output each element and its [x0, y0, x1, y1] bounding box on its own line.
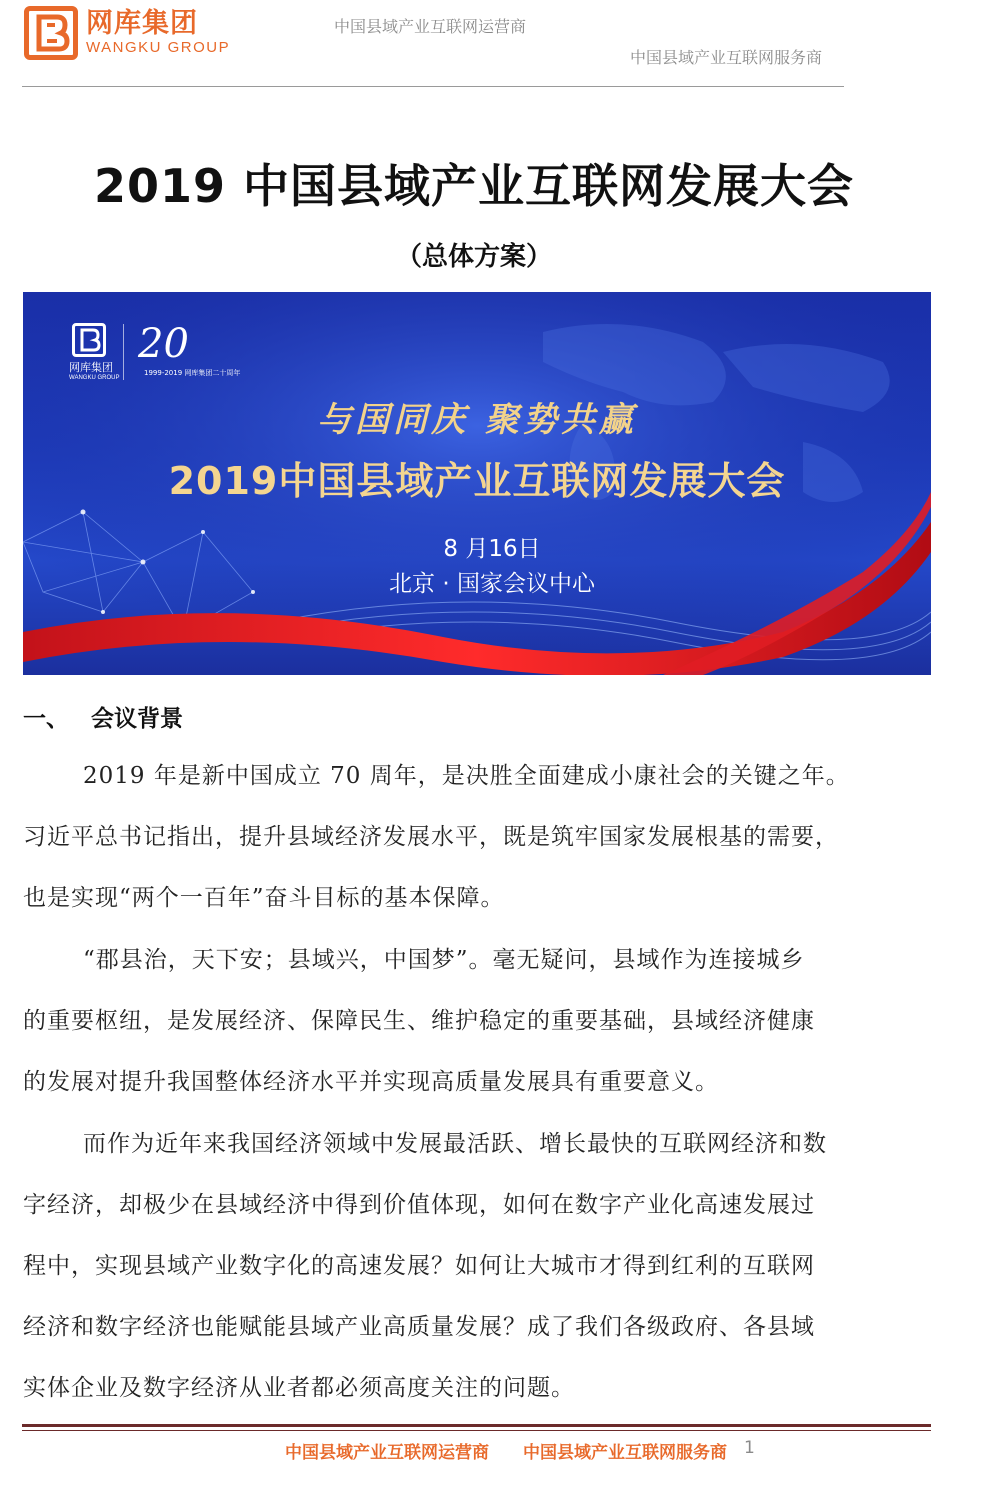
paragraph-line: 2019 年是新中国成立 70 周年，是决胜全面建成小康社会的关键之年。 — [83, 763, 850, 789]
header-tagline-operator: 中国县域产业互联网运营商 — [334, 17, 527, 36]
anniversary-mark — [138, 322, 248, 382]
page-number: 1 — [744, 1438, 755, 1458]
paragraph-1 — [23, 746, 931, 929]
section-heading — [23, 700, 183, 733]
wangku-logo-icon — [24, 6, 78, 60]
logo-name-en: WANGKU GROUP — [86, 39, 231, 56]
paragraph-line: 的重要枢纽，是发展经济、保障民生、维护稳定的重要基础，县域经济健康 — [23, 1008, 815, 1034]
paragraph-line: 习近平总书记指出，提升县域经济发展水平，既是筑牢国家发展根基的需要， — [23, 824, 839, 850]
anniversary-number: 20 — [138, 321, 189, 367]
page-header — [0, 0, 1000, 92]
paragraph-2 — [23, 930, 931, 1113]
section-number: 一、 — [23, 705, 69, 732]
banner-logo-divider — [123, 324, 124, 380]
footer-tagline-operator: 中国县域产业互联网运营商 — [285, 1443, 489, 1463]
section-title: 会议背景 — [91, 705, 183, 732]
document-title: 2019 中国县域产业互联网发展大会 — [93, 159, 855, 213]
banner-venue: 北京 · 国家会议中心 — [389, 571, 595, 597]
header-tagline-service: 中国县域产业互联网服务商 — [630, 48, 823, 67]
conference-banner — [23, 292, 931, 675]
banner-slogan: 与国同庆 聚势共赢 — [317, 400, 637, 440]
document-subtitle: （总体方案） — [395, 242, 552, 272]
logo-name-cn: 网库集团 — [86, 8, 198, 39]
banner-wangku-icon — [72, 323, 106, 357]
banner-logo-group — [69, 322, 248, 382]
paragraph-line: “郡县治，天下安；县域兴，中国梦”。毫无疑问，县域作为连接城乡 — [83, 947, 805, 973]
paragraph-line: 也是实现“两个一百年”奋斗目标的基本保障。 — [23, 885, 505, 911]
footer-divider-thin — [22, 1430, 931, 1431]
anniversary-caption: 1999-2019 网库集团二十周年 — [144, 369, 241, 377]
footer-divider-thick — [22, 1424, 931, 1427]
banner-date: 8 月16日 — [443, 536, 541, 562]
banner-logo-name-cn: 网库集团 — [69, 361, 113, 374]
paragraph-line: 而作为近年来我国经济领域中发展最活跃、增长最快的互联网经济和数 — [83, 1131, 827, 1157]
paragraph-line: 经济和数字经济也能赋能县域产业高质量发展？成了我们各级政府、各县域 — [23, 1314, 815, 1340]
company-logo — [24, 6, 230, 60]
footer-tagline-service: 中国县域产业互联网服务商 — [523, 1443, 727, 1463]
paragraph-line: 的发展对提升我国整体经济水平并实现高质量发展具有重要意义。 — [23, 1069, 719, 1095]
banner-title: 2019中国县域产业互联网发展大会 — [168, 459, 786, 503]
paragraph-line: 字经济，却极少在县域经济中得到价值体现，如何在数字产业化高速发展过 — [23, 1192, 815, 1218]
banner-logo-name-en: WANGKU GROUP — [69, 375, 120, 381]
paragraph-3 — [23, 1114, 931, 1419]
paragraph-line: 实体企业及数字经济从业者都必须高度关注的问题。 — [23, 1375, 575, 1401]
header-divider — [22, 86, 844, 87]
paragraph-line: 程中，实现县域产业数字化的高速发展？如何让大城市才得到红利的互联网 — [23, 1253, 815, 1279]
